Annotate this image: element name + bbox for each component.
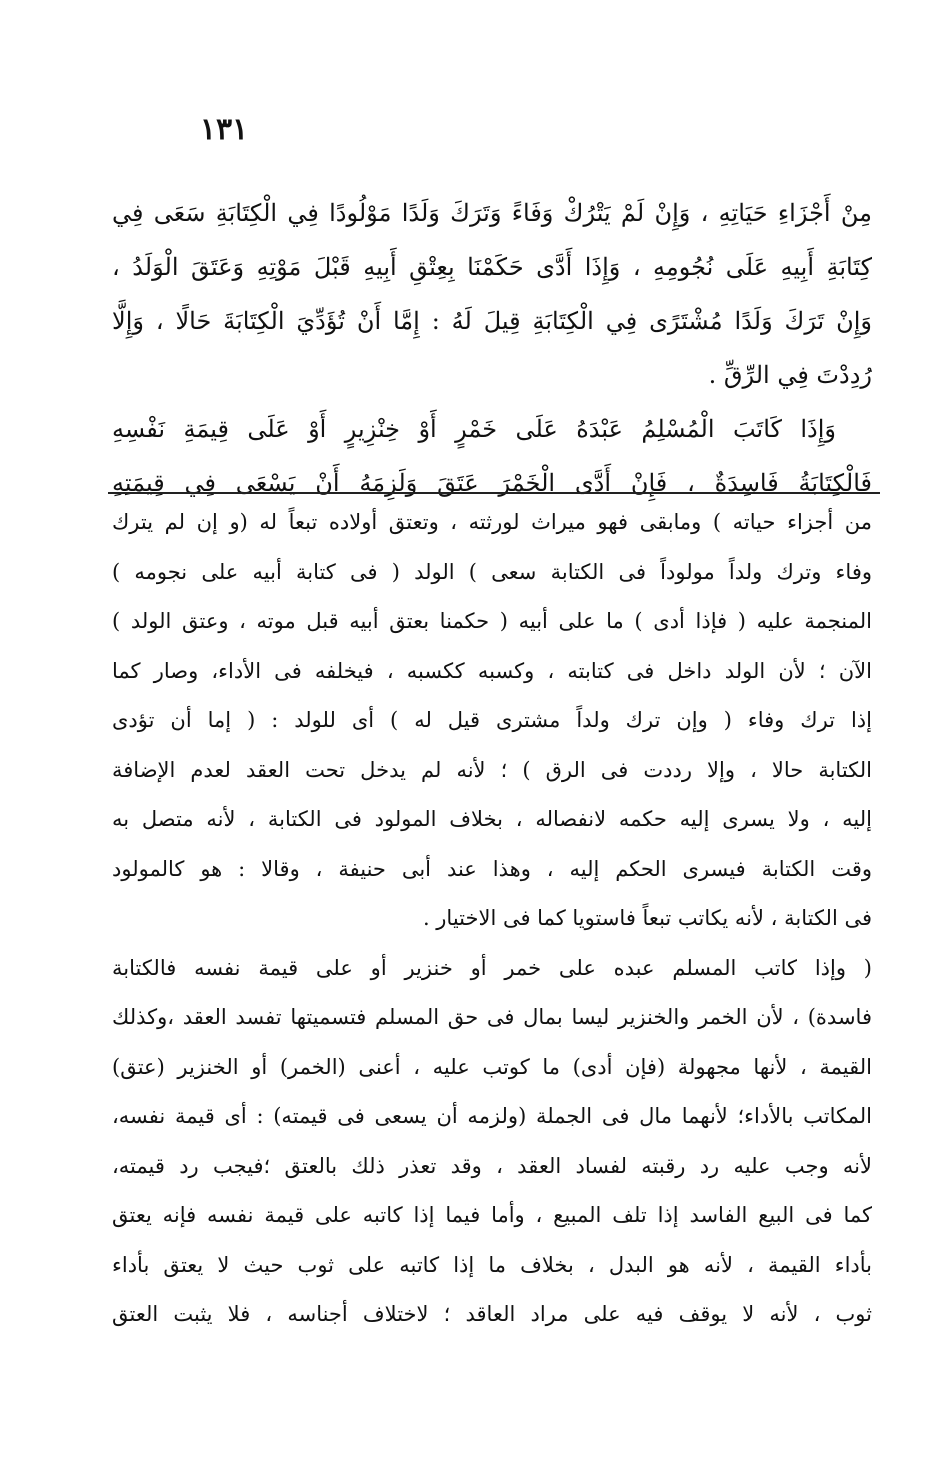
sharh-line: بأداء القيمة ، لأنه هو البدل ، بخلاف ما إذا كاتبه على ثوب حيث لا يعتق بأداء bbox=[112, 1252, 872, 1277]
sharh-line: المكاتب بالأداء؛ لأنهما مال فى الجملة (ولزمه أن يسعى فى قيمته) : أى قيمة نفسه، bbox=[112, 1104, 872, 1128]
sharh-line: فى الكتابة ، لأنه يكاتب تبعاً فاستويا كما فى الاختيار . bbox=[422, 906, 872, 930]
matn-line: مِنْ أَجْزَاءِ حَيَاتِهِ ، وَإِنْ لَمْ يَتْرُكْ وَفَاءً وَتَرَكَ وَلَدًا مَوْلُودًا فِي الْكِتَابَةِ سَعَى فِي bbox=[112, 199, 872, 227]
sharh-text-block bbox=[112, 498, 872, 1340]
matn-line: فَالْكِتَابَةُ فَاسِدَةٌ ، فَإِنْ أَدَّى الْخَمْرَ عَتَقَ وَلَزِمَهُ أَنْ يَسْعَى فِي قِيمَتِهِ bbox=[112, 469, 872, 497]
matn-text-block bbox=[112, 186, 872, 510]
sharh-line: وفاء وترك ولداً مولوداً فى الكتابة سعى ) الولد ( فى كتابة أبيه على نجومه ) bbox=[112, 559, 872, 584]
sharh-line: كما فى البيع الفاسد إذا تلف المبيع ، وأما فيما إذا كاتبه على قيمة نفسه فإنه يعتق bbox=[112, 1203, 872, 1227]
sharh-line: ( وإذا كاتب المسلم عبده على خمر أو خنزير أو على قيمة نفسه فالكتابة bbox=[112, 955, 872, 980]
section-divider bbox=[108, 492, 880, 494]
page-number: ١٣١ bbox=[199, 112, 249, 147]
sharh-line: ثوب ، لأنه لا يوقف فيه على مراد العاقد ؛ لاختلاف أجناسه ، فلا يثبت العتق bbox=[112, 1302, 872, 1326]
sharh-line: الآن ؛ لأن الولد داخل فى كتابته ، وكسبه ككسبه ، فيخلفه فى الأداء، وصار كما bbox=[112, 658, 872, 683]
matn-line: وَإِذَا كَاتَبَ الْمُسْلِمُ عَبْدَهُ عَلَى خَمْرٍ أَوْ خِنْزِيرٍ أَوْ عَلَى قِيمَةِ نَفْسِهِ bbox=[112, 415, 836, 443]
sharh-line: إذا ترك وفاء ( وإن ترك ولداً مشترى قيل له ) أى للولد : ( إما أن تؤدى bbox=[112, 708, 872, 732]
matn-line: كِتَابَةِ أَبِيهِ عَلَى نُجُومِهِ ، وَإِذَا أَدَّى حَكَمْنَا بِعِتْقِ أَبِيهِ قَبْلَ مَوْتِهِ وَعَتَقَ الْوَلَدُ ، bbox=[112, 253, 872, 281]
sharh-line: فاسدة) ، لأن الخمر والخنزير ليسا بمال فى حق المسلم فتسميتها تفسد العقد ،وكذلك bbox=[112, 1005, 872, 1029]
matn-paragraph bbox=[112, 186, 872, 402]
matn-line: وَإِنْ تَرَكَ وَلَدًا مُشْتَرًى فِي الْكِتَابَةِ قِيلَ لَهُ : إِمَّا أَنْ تُؤَدِّيَ الْكِتَابَةَ حَالًا ، وَإِلَّا bbox=[112, 307, 872, 335]
matn-line: رُدِدْتَ فِي الرِّقِّ . bbox=[708, 361, 872, 389]
sharh-line: الكتابة حالا ، وإلا رددت فى الرق ) ؛ لأنه لم يدخل تحت العقد لعدم الإضافة bbox=[112, 757, 872, 782]
sharh-line: لأنه وجب عليه رد رقبته لفساد العقد ، وقد تعذر ذلك بالعتق ؛فيجب رد قيمته، bbox=[112, 1153, 872, 1178]
sharh-line: إليه ، ولا يسرى إليه حكمه لانفصاله ، بخلاف المولود فى الكتابة ، لأنه متصل به bbox=[112, 807, 872, 831]
sharh-line: من أجزاء حياته ) ومابقى فهو ميراث لورثته ، وتعتق أولاده تبعاً له (و إن لم يترك bbox=[112, 510, 872, 534]
sharh-line: القيمة ، لأنها مجهولة (فإن أدى) ما كوتب عليه ، أعنى (الخمر) أو الخنزير (عتق) bbox=[112, 1054, 872, 1079]
sharh-line: المنجمة عليه ( فإذا أدى ) ما على أبيه ( حكمنا بعتق أبيه قبل موته ، وعتق الولد ) bbox=[112, 609, 872, 633]
sharh-line: وقت الكتابة فيسرى الحكم إليه ، وهذا عند أبى حنيفة ، وقالا : هو كالمولود bbox=[112, 856, 872, 881]
